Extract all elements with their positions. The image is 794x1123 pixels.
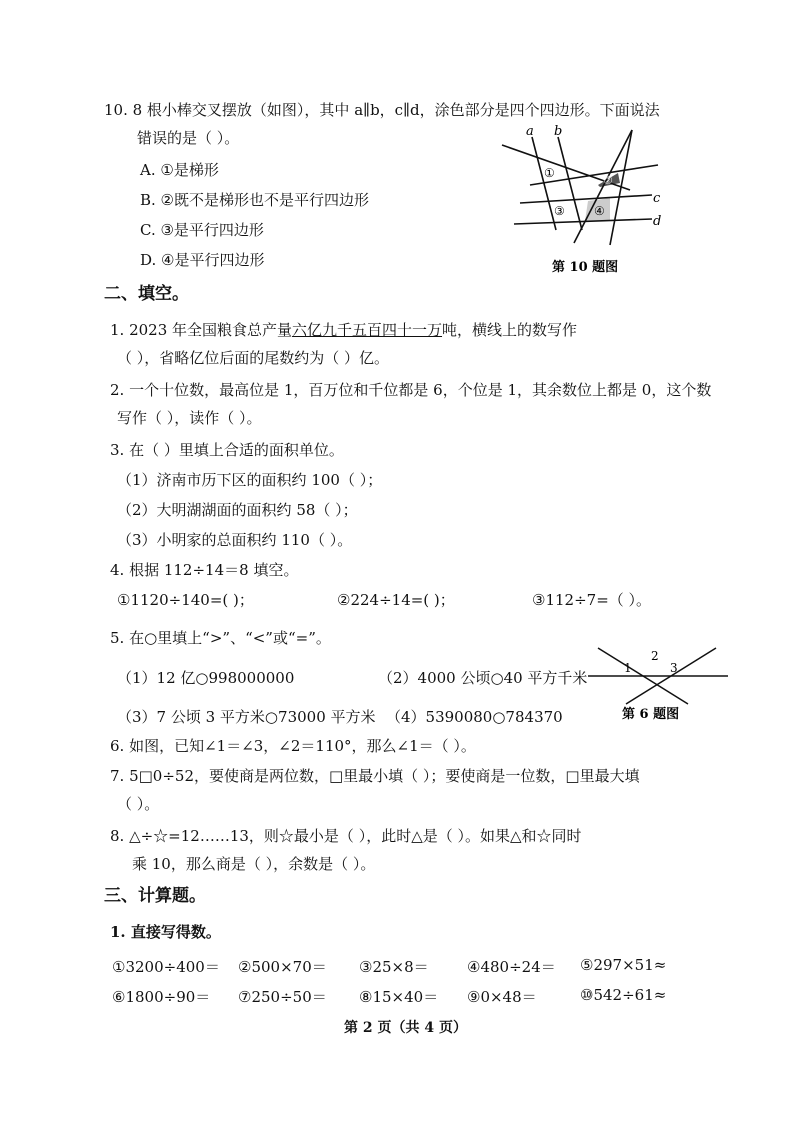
stick-d (514, 219, 652, 224)
calc-item-2: ②500×70＝ (238, 958, 327, 976)
s2-q1-line2: （ ），省略亿位后面的尾数约为（ ）亿。 (117, 349, 390, 367)
calc-item-9: ⑨0×48＝ (467, 988, 537, 1006)
region-2-label: ② (603, 174, 613, 187)
s2-q5-item4: （4）5390080○784370 (386, 708, 563, 726)
s2-q3-title: 3. 在（ ）里填上合适的面积单位。 (110, 441, 344, 459)
q10-option-a: A. ①是梯形 (140, 161, 219, 179)
label-a: a (526, 124, 534, 139)
s2-q1-line1 (110, 320, 577, 340)
q10-figure (490, 125, 670, 275)
s2-q1-underlined: 六亿九千五百四十一万 (292, 321, 443, 339)
label-d: d (653, 214, 662, 229)
s2-q3-item2: （2）大明湖湖面的面积约 58（ ）； (117, 501, 358, 519)
s2-q3-item3: （3）小明家的总面积约 110（ ）。 (117, 531, 353, 549)
label-b: b (554, 124, 563, 139)
section2-title: 二、填空。 (104, 284, 189, 304)
s2-q3-item1: （1）济南市历下区的面积约 100（ ）； (117, 471, 383, 489)
s2-q5-item2: （2）4000 公顷○40 平方千米 (378, 669, 588, 687)
s2-q8-line1: 8. △÷☆=12……13，则☆最小是（ ），此时△是（ ）。如果△和☆同时 (110, 827, 582, 845)
s2-q2-line1: 2. 一个十位数，最高位是 1，百万位和千位都是 6，个位是 1，其余数位上都是 0，这个数 (110, 381, 712, 399)
s2-q6: 6. 如图，已知∠1＝∠3，∠2＝110°，那么∠1＝（ ）。 (110, 737, 476, 755)
s2-q7-line1: 7. 5□0÷52，要使商是两位数，□里最小填（ ）；要使商是一位数，□里最大填 (110, 767, 640, 785)
q10-line2: 错误的是（ ）。 (137, 129, 240, 147)
q10-line1: 10. 8 根小棒交叉摆放（如图），其中 a∥b，c∥d，涂色部分是四个四边形。下面说法 (104, 101, 660, 119)
stick-diag2 (610, 130, 632, 245)
q6-angle-1: 1 (624, 661, 632, 675)
s2-q5-item3: （3）7 公顷 3 平方米○73000 平方米 (117, 708, 376, 726)
s2-q4-item3: ③112÷7=（ ）。 (532, 591, 652, 609)
calc-item-4: ④480÷24＝ (467, 958, 556, 976)
q6-figure-caption: 第 6 题图 (622, 707, 680, 722)
q6-figure (588, 640, 728, 722)
calc-item-1: ①3200÷400＝ (112, 958, 220, 976)
q10-option-c: C. ③是平行四边形 (140, 221, 264, 239)
stick-c (520, 195, 652, 203)
page-footer: 第 2 页（共 4 页） (344, 1020, 467, 1036)
calc-item-6: ⑥1800÷90＝ (112, 988, 211, 1006)
calc-item-7: ⑦250÷50＝ (238, 988, 327, 1006)
s2-q1-prefix: 1. 2023 年全国粮食总产量 (110, 321, 293, 339)
region-1-label: ① (544, 166, 555, 180)
q6-angle-2: 2 (651, 649, 659, 663)
s2-q5-item1: （1）12 亿○998000000 (117, 669, 295, 687)
label-c: c (653, 191, 661, 206)
section3-title: 三、计算题。 (104, 886, 206, 906)
s2-q8-line2: 乘 10，那么商是（ ），余数是（ ）。 (132, 855, 376, 873)
s2-q2-line2: 写作（ ），读作（ ）。 (117, 409, 262, 427)
s3-sub1: 1. 直接写得数。 (110, 923, 221, 941)
q10-option-d: D. ④是平行四边形 (140, 251, 265, 269)
calc-item-8: ⑧15×40＝ (359, 988, 439, 1006)
calc-item-3: ③25×8＝ (359, 958, 429, 976)
s2-q1-suffix: 吨，横线上的数写作 (442, 321, 578, 339)
s2-q4-item1: ①1120÷140=( )； (117, 591, 254, 609)
s2-q7-line2: （ ）。 (117, 795, 160, 813)
q10-option-b: B. ②既不是梯形也不是平行四边形 (140, 191, 370, 209)
s2-q4-item2: ②224÷14=( )； (337, 591, 455, 609)
region-3-label: ③ (554, 204, 565, 218)
region-4-label: ④ (594, 204, 605, 218)
s2-q4-title: 4. 根据 112÷14＝8 填空。 (110, 561, 299, 579)
q10-figure-caption: 第 10 题图 (552, 260, 619, 275)
q6-angle-3: 3 (670, 661, 678, 675)
s2-q5-title: 5. 在○里填上“>”、“<”或“=”。 (110, 629, 331, 647)
calc-item-10: ⑩542÷61≈ (580, 986, 667, 1004)
calc-item-5: ⑤297×51≈ (580, 956, 667, 974)
